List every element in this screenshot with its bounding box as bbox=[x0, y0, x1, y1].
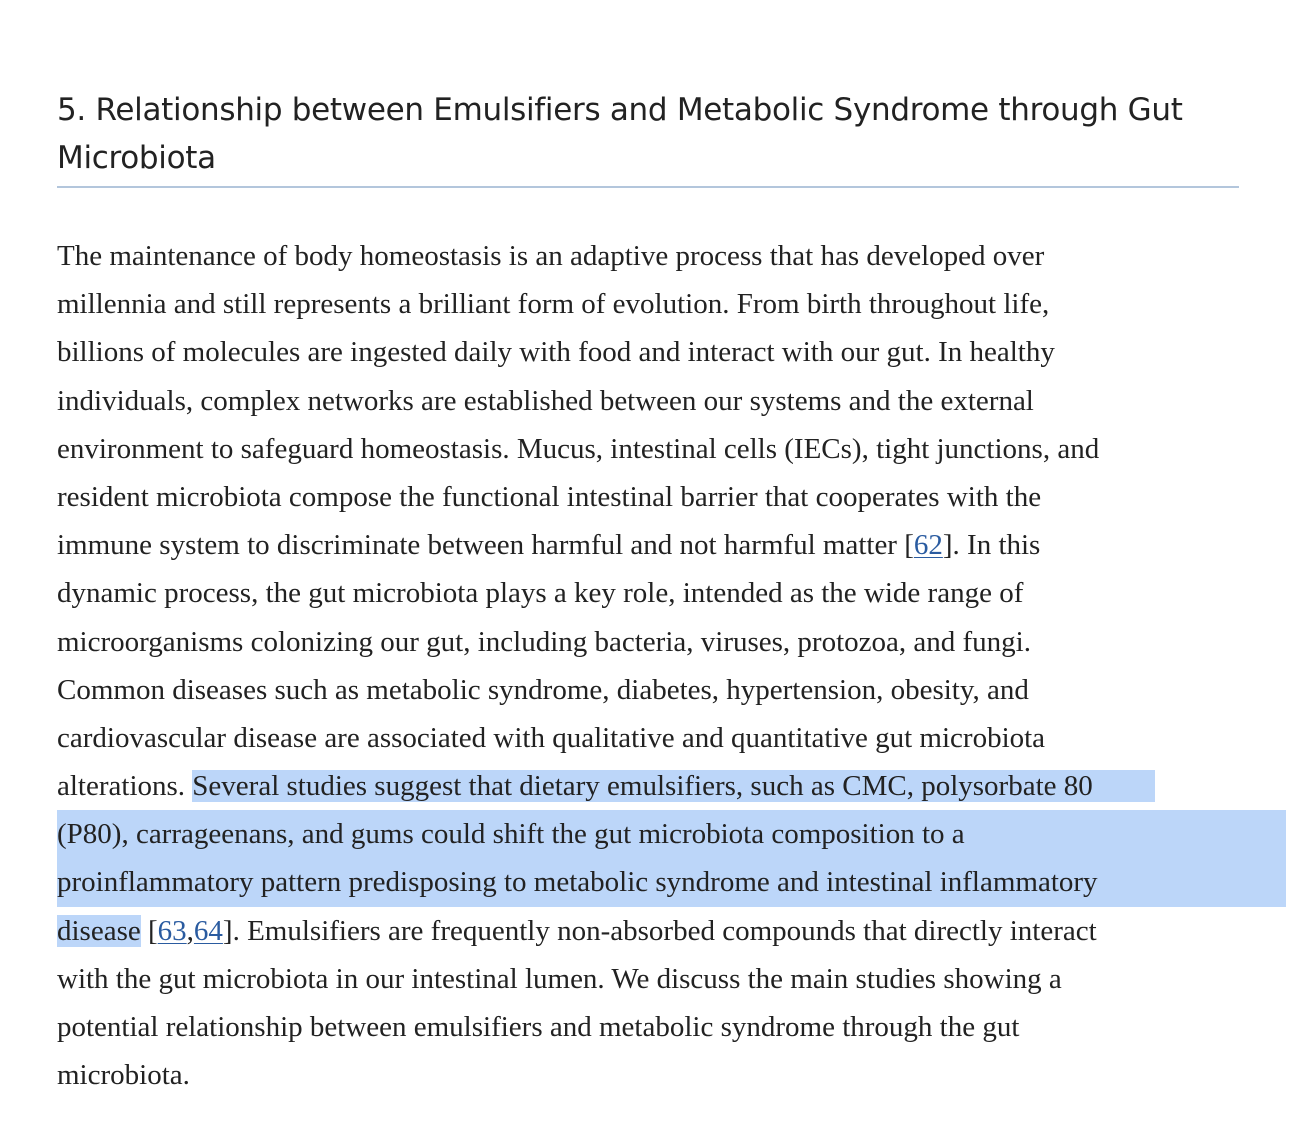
highlighted-text[interactable]: disease bbox=[57, 914, 141, 947]
paragraph-line: environment to safeguard homeostasis. Mucus, intestinal cells (IECs), tight junctions, and bbox=[57, 432, 1100, 465]
text-fragment: ]. Emulsifiers are frequently non-absorbed compounds that directly interact bbox=[222, 914, 1097, 947]
paragraph-line: with the gut microbiota in our intestinal lumen. We discuss the main studies showing a bbox=[57, 962, 1062, 995]
highlighted-text[interactable]: Several studies suggest that dietary emulsifiers, such as CMC, polysorbate 80 bbox=[192, 770, 1154, 802]
text-fragment: ]. In this bbox=[942, 529, 1041, 562]
text-fragment: [ bbox=[140, 914, 158, 947]
paragraph-line bbox=[57, 521, 1239, 569]
paragraph-line: resident microbiota compose the functional intestinal barrier that cooperates with the bbox=[57, 480, 1042, 513]
paragraph-line: individuals, complex networks are established between our systems and the external bbox=[57, 384, 1034, 417]
citation-link-62[interactable]: 62 bbox=[913, 529, 943, 562]
section-title-line-1: 5. Relationship between Emulsifiers and Metabolic Syndrome through Gut bbox=[57, 92, 1183, 128]
title-divider bbox=[57, 186, 1239, 188]
paragraph-line: microbiota. bbox=[57, 1059, 190, 1092]
highlighted-line[interactable]: (P80), carrageenans, and gums could shift the gut microbiota composition to a bbox=[57, 810, 1286, 858]
paragraph-line: dynamic process, the gut microbiota plays a key role, intended as the wide range of bbox=[57, 577, 1024, 610]
text-fragment: alterations. bbox=[57, 770, 193, 803]
text-fragment: , bbox=[186, 914, 194, 947]
paragraph-line bbox=[57, 762, 1239, 810]
paragraph-line: The maintenance of body homeostasis is an adaptive process that has developed over bbox=[57, 240, 1045, 272]
highlighted-line[interactable]: proinflammatory pattern predisposing to metabolic syndrome and intestinal inflammatory bbox=[57, 858, 1286, 906]
section-title bbox=[57, 86, 1239, 186]
article-section bbox=[57, 86, 1239, 1099]
paragraph-line: billions of molecules are ingested daily with food and interact with our gut. In healthy bbox=[57, 336, 1055, 369]
body-paragraph bbox=[57, 232, 1239, 1099]
section-title-line-2: Microbiota bbox=[57, 140, 216, 176]
citation-link-64[interactable]: 64 bbox=[193, 914, 223, 947]
paragraph-line: potential relationship between emulsifiers and metabolic syndrome through the gut bbox=[57, 1011, 1020, 1043]
citation-link-63[interactable]: 63 bbox=[157, 914, 187, 947]
paragraph-line bbox=[57, 907, 1239, 955]
paragraph-line: microorganisms colonizing our gut, including bacteria, viruses, protozoa, and fungi. bbox=[57, 625, 1031, 658]
paragraph-line: Common diseases such as metabolic syndrome, diabetes, hypertension, obesity, and bbox=[57, 673, 1029, 706]
text-fragment: immune system to discriminate between harmful and not harmful matter [ bbox=[57, 529, 914, 562]
paragraph-line: millennia and still represents a brilliant form of evolution. From birth throughout life, bbox=[57, 288, 1050, 321]
paragraph-line: cardiovascular disease are associated with qualitative and quantitative gut microbiota bbox=[57, 721, 1046, 754]
